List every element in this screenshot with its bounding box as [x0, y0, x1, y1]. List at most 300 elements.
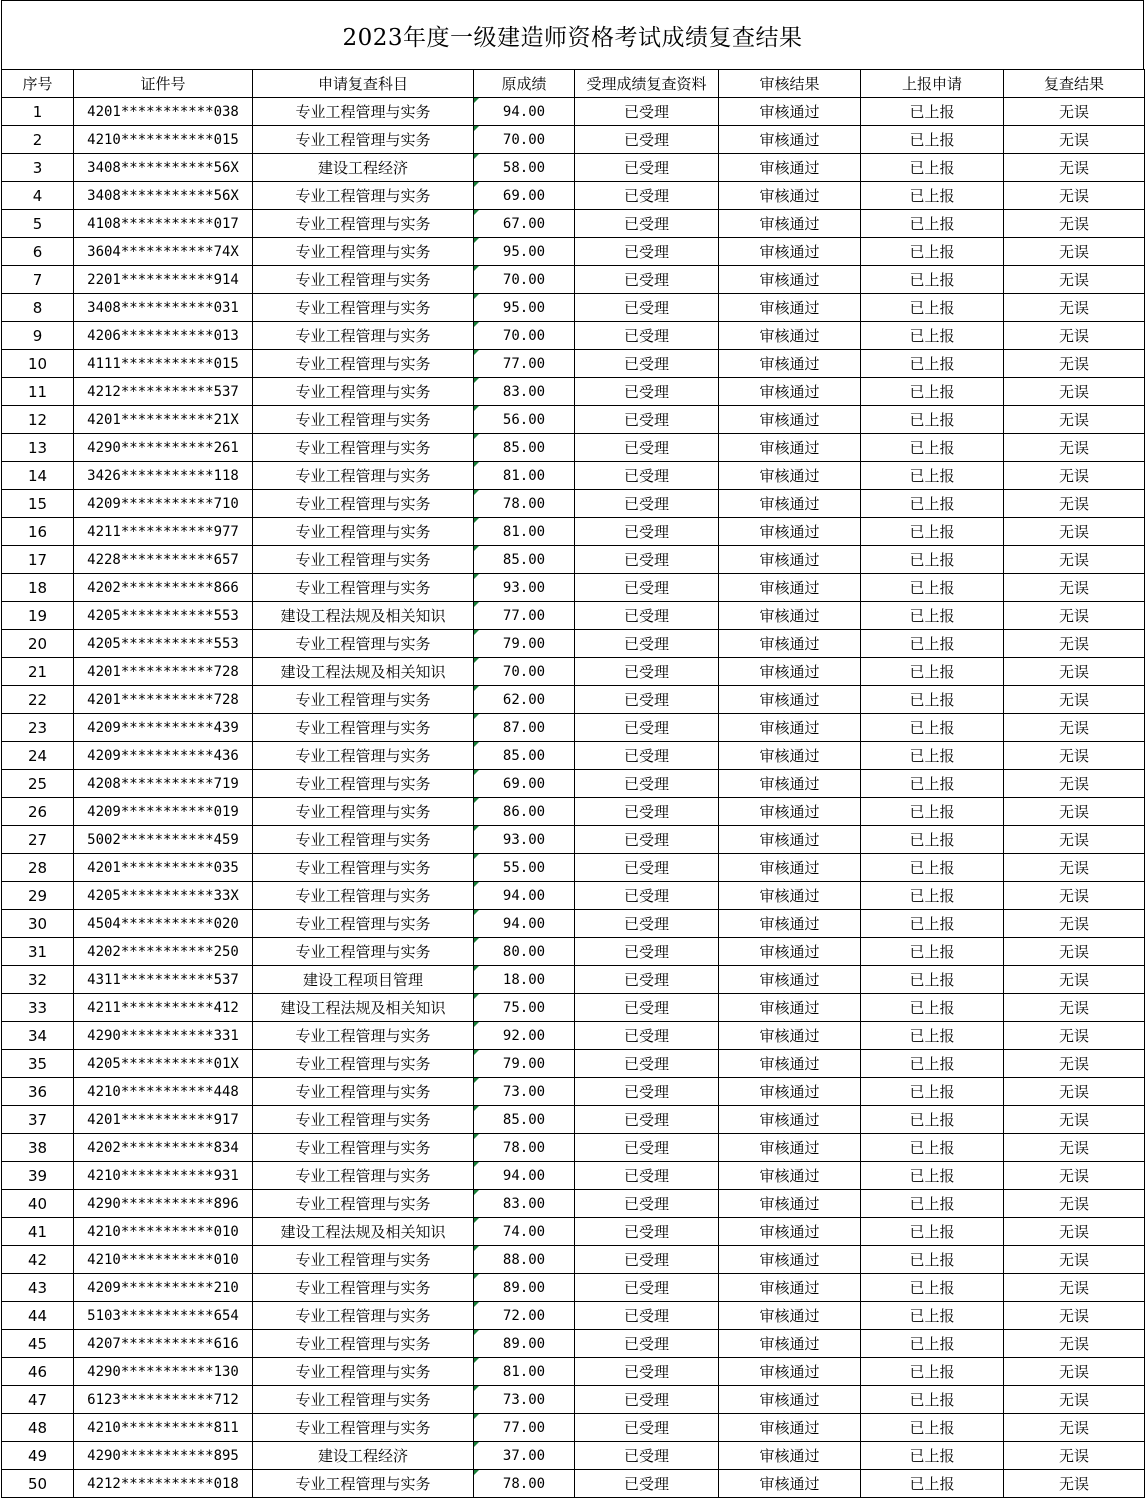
- cell-score: 93.00: [474, 826, 575, 854]
- cell-accepted: 已受理: [575, 1442, 719, 1470]
- cell-subject: 专业工程管理与实务: [253, 350, 474, 378]
- cell-reported: 已上报: [861, 154, 1004, 182]
- cell-score: 77.00: [474, 350, 575, 378]
- cell-subject: 专业工程管理与实务: [253, 546, 474, 574]
- cell-reported: 已上报: [861, 910, 1004, 938]
- cell-no: 50: [2, 1470, 74, 1498]
- cell-review: 审核通过: [719, 546, 861, 574]
- cell-subject: 建设工程经济: [253, 154, 474, 182]
- cell-score: 87.00: [474, 714, 575, 742]
- cell-result: 无误: [1004, 966, 1145, 994]
- cell-accepted: 已受理: [575, 1050, 719, 1078]
- cell-result: 无误: [1004, 882, 1145, 910]
- cell-subject: 建设工程经济: [253, 1442, 474, 1470]
- cell-accepted: 已受理: [575, 462, 719, 490]
- cell-subject: 专业工程管理与实务: [253, 1106, 474, 1134]
- cell-no: 4: [2, 182, 74, 210]
- cell-subject: 建设工程法规及相关知识: [253, 602, 474, 630]
- cell-accepted: 已受理: [575, 350, 719, 378]
- cell-no: 37: [2, 1106, 74, 1134]
- cell-score: 78.00: [474, 1134, 575, 1162]
- cell-no: 19: [2, 602, 74, 630]
- table-row: [2, 826, 1145, 854]
- cell-reported: 已上报: [861, 686, 1004, 714]
- cell-score: 69.00: [474, 182, 575, 210]
- table-body: [2, 98, 1145, 1498]
- cell-id: 2201***********914: [74, 266, 253, 294]
- cell-id: 4209***********436: [74, 742, 253, 770]
- cell-accepted: 已受理: [575, 182, 719, 210]
- cell-review: 审核通过: [719, 1274, 861, 1302]
- cell-subject: 专业工程管理与实务: [253, 1470, 474, 1498]
- cell-accepted: 已受理: [575, 210, 719, 238]
- cell-subject: 专业工程管理与实务: [253, 938, 474, 966]
- cell-id: 4205***********01X: [74, 1050, 253, 1078]
- table-row: [2, 378, 1145, 406]
- cell-review: 审核通过: [719, 1442, 861, 1470]
- cell-score: 85.00: [474, 742, 575, 770]
- cell-id: 4210***********448: [74, 1078, 253, 1106]
- cell-review: 审核通过: [719, 826, 861, 854]
- cell-reported: 已上报: [861, 1162, 1004, 1190]
- cell-no: 20: [2, 630, 74, 658]
- cell-no: 32: [2, 966, 74, 994]
- cell-review: 审核通过: [719, 994, 861, 1022]
- cell-reported: 已上报: [861, 322, 1004, 350]
- cell-score: 75.00: [474, 994, 575, 1022]
- cell-no: 5: [2, 210, 74, 238]
- cell-subject: 专业工程管理与实务: [253, 378, 474, 406]
- cell-review: 审核通过: [719, 1358, 861, 1386]
- cell-subject: 建设工程法规及相关知识: [253, 658, 474, 686]
- cell-review: 审核通过: [719, 98, 861, 126]
- cell-result: 无误: [1004, 714, 1145, 742]
- table-row: [2, 770, 1145, 798]
- cell-no: 13: [2, 434, 74, 462]
- cell-result: 无误: [1004, 742, 1145, 770]
- cell-review: 审核通过: [719, 1330, 861, 1358]
- cell-id: 4504***********020: [74, 910, 253, 938]
- header-result: 复查结果: [1004, 70, 1145, 98]
- cell-accepted: 已受理: [575, 574, 719, 602]
- cell-review: 审核通过: [719, 462, 861, 490]
- cell-result: 无误: [1004, 462, 1145, 490]
- table-row: [2, 1330, 1145, 1358]
- cell-id: 4290***********896: [74, 1190, 253, 1218]
- table-row: [2, 742, 1145, 770]
- cell-subject: 专业工程管理与实务: [253, 182, 474, 210]
- cell-result: 无误: [1004, 266, 1145, 294]
- cell-review: 审核通过: [719, 686, 861, 714]
- cell-subject: 专业工程管理与实务: [253, 686, 474, 714]
- cell-subject: 专业工程管理与实务: [253, 1246, 474, 1274]
- cell-accepted: 已受理: [575, 602, 719, 630]
- cell-review: 审核通过: [719, 882, 861, 910]
- cell-accepted: 已受理: [575, 1274, 719, 1302]
- cell-id: 3426***********118: [74, 462, 253, 490]
- cell-score: 79.00: [474, 630, 575, 658]
- cell-review: 审核通过: [719, 1078, 861, 1106]
- cell-no: 18: [2, 574, 74, 602]
- cell-score: 79.00: [474, 1050, 575, 1078]
- cell-accepted: 已受理: [575, 1330, 719, 1358]
- cell-review: 审核通过: [719, 574, 861, 602]
- cell-id: 4201***********917: [74, 1106, 253, 1134]
- cell-id: 3408***********56X: [74, 154, 253, 182]
- cell-subject: 专业工程管理与实务: [253, 854, 474, 882]
- table-row: [2, 1414, 1145, 1442]
- table-row: [2, 966, 1145, 994]
- cell-id: 4210***********931: [74, 1162, 253, 1190]
- cell-score: 77.00: [474, 1414, 575, 1442]
- cell-subject: 建设工程法规及相关知识: [253, 1218, 474, 1246]
- cell-accepted: 已受理: [575, 910, 719, 938]
- cell-score: 81.00: [474, 462, 575, 490]
- cell-subject: 专业工程管理与实务: [253, 210, 474, 238]
- table-row: [2, 1470, 1145, 1498]
- table-row: [2, 630, 1145, 658]
- cell-result: 无误: [1004, 294, 1145, 322]
- cell-reported: 已上报: [861, 1078, 1004, 1106]
- cell-score: 69.00: [474, 770, 575, 798]
- cell-no: 2: [2, 126, 74, 154]
- cell-id: 4201***********728: [74, 686, 253, 714]
- cell-no: 3: [2, 154, 74, 182]
- cell-review: 审核通过: [719, 238, 861, 266]
- cell-no: 42: [2, 1246, 74, 1274]
- table-row: [2, 1442, 1145, 1470]
- cell-reported: 已上报: [861, 378, 1004, 406]
- table-row: [2, 1162, 1145, 1190]
- cell-score: 81.00: [474, 1358, 575, 1386]
- table-row: [2, 602, 1145, 630]
- cell-result: 无误: [1004, 210, 1145, 238]
- cell-accepted: 已受理: [575, 98, 719, 126]
- cell-score: 94.00: [474, 1162, 575, 1190]
- cell-review: 审核通过: [719, 770, 861, 798]
- cell-score: 86.00: [474, 798, 575, 826]
- cell-id: 4209***********710: [74, 490, 253, 518]
- table-row: [2, 182, 1145, 210]
- cell-result: 无误: [1004, 1330, 1145, 1358]
- cell-accepted: 已受理: [575, 546, 719, 574]
- cell-no: 26: [2, 798, 74, 826]
- sheet-title: 2023年度一级建造师资格考试成绩复查结果: [1, 0, 1144, 69]
- cell-reported: 已上报: [861, 630, 1004, 658]
- cell-accepted: 已受理: [575, 994, 719, 1022]
- cell-result: 无误: [1004, 406, 1145, 434]
- header-row: [2, 70, 1145, 98]
- cell-score: 89.00: [474, 1274, 575, 1302]
- cell-accepted: 已受理: [575, 686, 719, 714]
- cell-score: 70.00: [474, 266, 575, 294]
- header-score: 原成绩: [474, 70, 575, 98]
- cell-score: 37.00: [474, 1442, 575, 1470]
- cell-reported: 已上报: [861, 770, 1004, 798]
- cell-reported: 已上报: [861, 1330, 1004, 1358]
- cell-reported: 已上报: [861, 1106, 1004, 1134]
- cell-score: 74.00: [474, 1218, 575, 1246]
- cell-result: 无误: [1004, 1218, 1145, 1246]
- cell-id: 4209***********439: [74, 714, 253, 742]
- cell-no: 7: [2, 266, 74, 294]
- cell-no: 23: [2, 714, 74, 742]
- header-id: 证件号: [74, 70, 253, 98]
- cell-accepted: 已受理: [575, 490, 719, 518]
- cell-no: 31: [2, 938, 74, 966]
- cell-result: 无误: [1004, 910, 1145, 938]
- cell-accepted: 已受理: [575, 1218, 719, 1246]
- cell-no: 25: [2, 770, 74, 798]
- cell-score: 85.00: [474, 1106, 575, 1134]
- cell-no: 10: [2, 350, 74, 378]
- header-no: 序号: [2, 70, 74, 98]
- cell-reported: 已上报: [861, 294, 1004, 322]
- cell-result: 无误: [1004, 798, 1145, 826]
- cell-score: 83.00: [474, 378, 575, 406]
- cell-reported: 已上报: [861, 266, 1004, 294]
- cell-subject: 专业工程管理与实务: [253, 322, 474, 350]
- cell-reported: 已上报: [861, 1190, 1004, 1218]
- cell-result: 无误: [1004, 686, 1145, 714]
- cell-result: 无误: [1004, 1162, 1145, 1190]
- cell-no: 14: [2, 462, 74, 490]
- cell-id: 5002***********459: [74, 826, 253, 854]
- cell-subject: 专业工程管理与实务: [253, 434, 474, 462]
- table-row: [2, 462, 1145, 490]
- cell-accepted: 已受理: [575, 434, 719, 462]
- cell-accepted: 已受理: [575, 966, 719, 994]
- cell-accepted: 已受理: [575, 1302, 719, 1330]
- cell-reported: 已上报: [861, 1246, 1004, 1274]
- cell-review: 审核通过: [719, 1386, 861, 1414]
- cell-reported: 已上报: [861, 1358, 1004, 1386]
- cell-id: 4228***********657: [74, 546, 253, 574]
- cell-score: 55.00: [474, 854, 575, 882]
- cell-reported: 已上报: [861, 938, 1004, 966]
- table-row: [2, 1386, 1145, 1414]
- cell-review: 审核通过: [719, 266, 861, 294]
- cell-score: 70.00: [474, 322, 575, 350]
- cell-reported: 已上报: [861, 98, 1004, 126]
- cell-reported: 已上报: [861, 406, 1004, 434]
- cell-result: 无误: [1004, 154, 1145, 182]
- cell-no: 48: [2, 1414, 74, 1442]
- cell-id: 4210***********010: [74, 1246, 253, 1274]
- table-row: [2, 406, 1145, 434]
- cell-score: 77.00: [474, 602, 575, 630]
- cell-accepted: 已受理: [575, 798, 719, 826]
- cell-score: 78.00: [474, 1470, 575, 1498]
- cell-no: 46: [2, 1358, 74, 1386]
- cell-review: 审核通过: [719, 1022, 861, 1050]
- cell-reported: 已上报: [861, 574, 1004, 602]
- cell-subject: 专业工程管理与实务: [253, 238, 474, 266]
- cell-no: 45: [2, 1330, 74, 1358]
- cell-id: 4210***********811: [74, 1414, 253, 1442]
- cell-reported: 已上报: [861, 798, 1004, 826]
- cell-result: 无误: [1004, 602, 1145, 630]
- cell-score: 83.00: [474, 1190, 575, 1218]
- cell-reported: 已上报: [861, 434, 1004, 462]
- cell-no: 47: [2, 1386, 74, 1414]
- cell-accepted: 已受理: [575, 294, 719, 322]
- table-row: [2, 322, 1145, 350]
- results-table: [1, 69, 1145, 1498]
- cell-result: 无误: [1004, 1470, 1145, 1498]
- cell-accepted: 已受理: [575, 630, 719, 658]
- cell-id: 4212***********018: [74, 1470, 253, 1498]
- cell-reported: 已上报: [861, 1470, 1004, 1498]
- table-row: [2, 434, 1145, 462]
- table-row: [2, 798, 1145, 826]
- cell-reported: 已上报: [861, 966, 1004, 994]
- cell-accepted: 已受理: [575, 714, 719, 742]
- cell-review: 审核通过: [719, 1050, 861, 1078]
- cell-subject: 专业工程管理与实务: [253, 1134, 474, 1162]
- cell-subject: 专业工程管理与实务: [253, 98, 474, 126]
- cell-id: 4205***********553: [74, 630, 253, 658]
- cell-reported: 已上报: [861, 462, 1004, 490]
- cell-subject: 专业工程管理与实务: [253, 266, 474, 294]
- table-row: [2, 1078, 1145, 1106]
- table-row: [2, 574, 1145, 602]
- cell-result: 无误: [1004, 434, 1145, 462]
- cell-subject: 专业工程管理与实务: [253, 126, 474, 154]
- cell-reported: 已上报: [861, 210, 1004, 238]
- cell-subject: 专业工程管理与实务: [253, 1162, 474, 1190]
- cell-result: 无误: [1004, 1022, 1145, 1050]
- cell-subject: 建设工程项目管理: [253, 966, 474, 994]
- cell-score: 80.00: [474, 938, 575, 966]
- cell-result: 无误: [1004, 994, 1145, 1022]
- cell-accepted: 已受理: [575, 658, 719, 686]
- table-row: [2, 1050, 1145, 1078]
- cell-accepted: 已受理: [575, 322, 719, 350]
- cell-reported: 已上报: [861, 714, 1004, 742]
- cell-subject: 专业工程管理与实务: [253, 490, 474, 518]
- table-row: [2, 658, 1145, 686]
- cell-no: 6: [2, 238, 74, 266]
- cell-reported: 已上报: [861, 1274, 1004, 1302]
- cell-score: 78.00: [474, 490, 575, 518]
- cell-no: 17: [2, 546, 74, 574]
- cell-accepted: 已受理: [575, 1246, 719, 1274]
- table-row: [2, 714, 1145, 742]
- cell-review: 审核通过: [719, 658, 861, 686]
- table-row: [2, 98, 1145, 126]
- cell-review: 审核通过: [719, 1470, 861, 1498]
- cell-review: 审核通过: [719, 1134, 861, 1162]
- cell-accepted: 已受理: [575, 1078, 719, 1106]
- cell-review: 审核通过: [719, 630, 861, 658]
- cell-accepted: 已受理: [575, 742, 719, 770]
- cell-review: 审核通过: [719, 490, 861, 518]
- cell-no: 27: [2, 826, 74, 854]
- cell-id: 4205***********33X: [74, 882, 253, 910]
- table-row: [2, 1274, 1145, 1302]
- cell-subject: 专业工程管理与实务: [253, 294, 474, 322]
- cell-result: 无误: [1004, 546, 1145, 574]
- cell-review: 审核通过: [719, 910, 861, 938]
- cell-accepted: 已受理: [575, 1106, 719, 1134]
- cell-score: 95.00: [474, 294, 575, 322]
- cell-accepted: 已受理: [575, 826, 719, 854]
- cell-result: 无误: [1004, 1442, 1145, 1470]
- cell-review: 审核通过: [719, 1414, 861, 1442]
- cell-score: 70.00: [474, 126, 575, 154]
- cell-subject: 专业工程管理与实务: [253, 798, 474, 826]
- table-row: [2, 854, 1145, 882]
- cell-id: 3408***********56X: [74, 182, 253, 210]
- cell-id: 4201***********728: [74, 658, 253, 686]
- cell-reported: 已上报: [861, 1442, 1004, 1470]
- header-review: 审核结果: [719, 70, 861, 98]
- cell-id: 4290***********130: [74, 1358, 253, 1386]
- table-row: [2, 1218, 1145, 1246]
- cell-id: 4290***********331: [74, 1022, 253, 1050]
- table-row: [2, 1302, 1145, 1330]
- cell-reported: 已上报: [861, 1022, 1004, 1050]
- cell-accepted: 已受理: [575, 1470, 719, 1498]
- cell-no: 16: [2, 518, 74, 546]
- table-row: [2, 994, 1145, 1022]
- cell-id: 4202***********834: [74, 1134, 253, 1162]
- cell-id: 4210***********015: [74, 126, 253, 154]
- cell-accepted: 已受理: [575, 266, 719, 294]
- cell-score: 89.00: [474, 1330, 575, 1358]
- cell-no: 1: [2, 98, 74, 126]
- table-row: [2, 910, 1145, 938]
- cell-score: 56.00: [474, 406, 575, 434]
- cell-id: 4207***********616: [74, 1330, 253, 1358]
- cell-no: 49: [2, 1442, 74, 1470]
- cell-review: 审核通过: [719, 182, 861, 210]
- cell-result: 无误: [1004, 98, 1145, 126]
- cell-reported: 已上报: [861, 126, 1004, 154]
- cell-result: 无误: [1004, 826, 1145, 854]
- cell-score: 67.00: [474, 210, 575, 238]
- cell-score: 92.00: [474, 1022, 575, 1050]
- cell-id: 4211***********977: [74, 518, 253, 546]
- cell-review: 审核通过: [719, 210, 861, 238]
- cell-review: 审核通过: [719, 602, 861, 630]
- cell-subject: 专业工程管理与实务: [253, 826, 474, 854]
- cell-subject: 专业工程管理与实务: [253, 910, 474, 938]
- cell-id: 4202***********250: [74, 938, 253, 966]
- cell-score: 73.00: [474, 1386, 575, 1414]
- cell-review: 审核通过: [719, 322, 861, 350]
- cell-subject: 专业工程管理与实务: [253, 1386, 474, 1414]
- table-row: [2, 1022, 1145, 1050]
- cell-subject: 专业工程管理与实务: [253, 518, 474, 546]
- cell-reported: 已上报: [861, 1414, 1004, 1442]
- cell-subject: 专业工程管理与实务: [253, 1022, 474, 1050]
- table-row: [2, 490, 1145, 518]
- table-row: [2, 1134, 1145, 1162]
- cell-no: 38: [2, 1134, 74, 1162]
- cell-result: 无误: [1004, 490, 1145, 518]
- cell-no: 11: [2, 378, 74, 406]
- cell-score: 93.00: [474, 574, 575, 602]
- cell-id: 4290***********261: [74, 434, 253, 462]
- cell-result: 无误: [1004, 938, 1145, 966]
- cell-id: 4311***********537: [74, 966, 253, 994]
- cell-result: 无误: [1004, 1386, 1145, 1414]
- cell-subject: 专业工程管理与实务: [253, 630, 474, 658]
- cell-subject: 专业工程管理与实务: [253, 742, 474, 770]
- cell-reported: 已上报: [861, 518, 1004, 546]
